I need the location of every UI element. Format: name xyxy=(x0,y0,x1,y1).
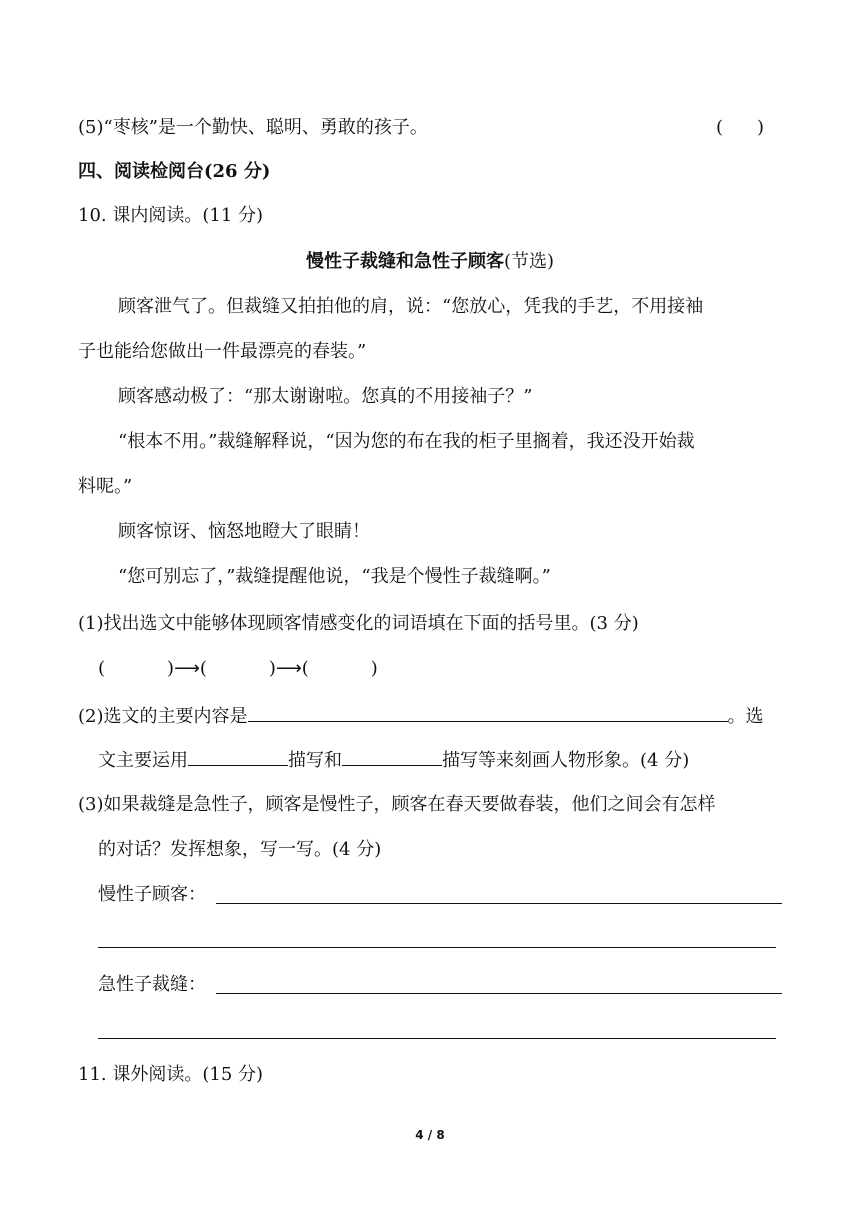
sub-question-1: (1)找出选文中能够体现顾客情感变化的词语填在下面的括号里。(3 分) xyxy=(78,613,639,634)
answer-parens: ( ) xyxy=(716,117,765,138)
sub-question-3-line2: 的对话？发挥想象，写一写。(4 分) xyxy=(98,839,382,860)
passage-line: 顾客泄气了。但裁缝又拍拍他的肩，说：“您放心，凭我的手艺，不用接袖 xyxy=(118,296,704,317)
question-10-label: 10. 课内阅读。(11 分) xyxy=(78,205,264,226)
sub-question-3: (3)如果裁缝是急性子，顾客是慢性子，顾客在春天要做春装，他们之间会有怎样 xyxy=(78,794,716,815)
customer-answer-line-2[interactable] xyxy=(98,947,776,948)
page-number: 4 / 8 xyxy=(415,1128,445,1142)
passage-line: 子也能给您做出一件最漂亮的春装。” xyxy=(78,341,367,362)
section-heading: 四、阅读检阅台(26 分) xyxy=(78,161,271,182)
description-blank-2[interactable] xyxy=(342,747,442,766)
question-5-text: (5)“枣核”是一个勤快、聪明、勇敢的孩子。 xyxy=(78,117,428,138)
arrow-icon: ⟶ xyxy=(174,658,200,679)
customer-answer-line[interactable] xyxy=(216,903,782,904)
main-content-blank[interactable] xyxy=(248,703,728,722)
passage-line: “根本不用。”裁缝解释说，“因为您的布在我的柜子里搁着，我还没开始裁 xyxy=(118,431,695,452)
tailor-dialogue-label: 急性子裁缝： xyxy=(98,974,206,995)
answer-slot-3[interactable]: ( ) xyxy=(301,658,378,679)
tailor-answer-line-2[interactable] xyxy=(98,1038,776,1039)
answer-slot-1[interactable]: ( ) xyxy=(98,658,175,679)
question-5 xyxy=(78,116,428,140)
arrow-icon: ⟶ xyxy=(275,658,302,679)
sub-question-2: (2)选文的主要内容是 。选 xyxy=(78,703,764,729)
tailor-answer-line[interactable] xyxy=(216,993,782,994)
question-11-label: 11. 课外阅读。(15 分) xyxy=(78,1064,264,1085)
passage-title: 慢性子裁缝和急性子顾客(节选) xyxy=(305,251,555,272)
passage-line: 顾客惊讶、恼怒地瞪大了眼睛！ xyxy=(118,521,370,542)
passage-line: “您可别忘了，”裁缝提醒他说，“我是个慢性子裁缝啊。” xyxy=(118,566,551,587)
passage-line: 料呢。” xyxy=(78,476,133,497)
emotion-answer-row xyxy=(98,657,378,681)
passage-line: 顾客感动极了：“那太谢谢啦。您真的不用接袖子？” xyxy=(118,386,533,407)
description-blank-1[interactable] xyxy=(188,747,288,766)
customer-dialogue-label: 慢性子顾客： xyxy=(98,884,206,905)
sub-question-2-line2: 文主要运用 描写和 描写等来刻画人物形象。(4 分) xyxy=(98,747,689,773)
answer-slot-2[interactable]: ( ) xyxy=(199,658,276,679)
